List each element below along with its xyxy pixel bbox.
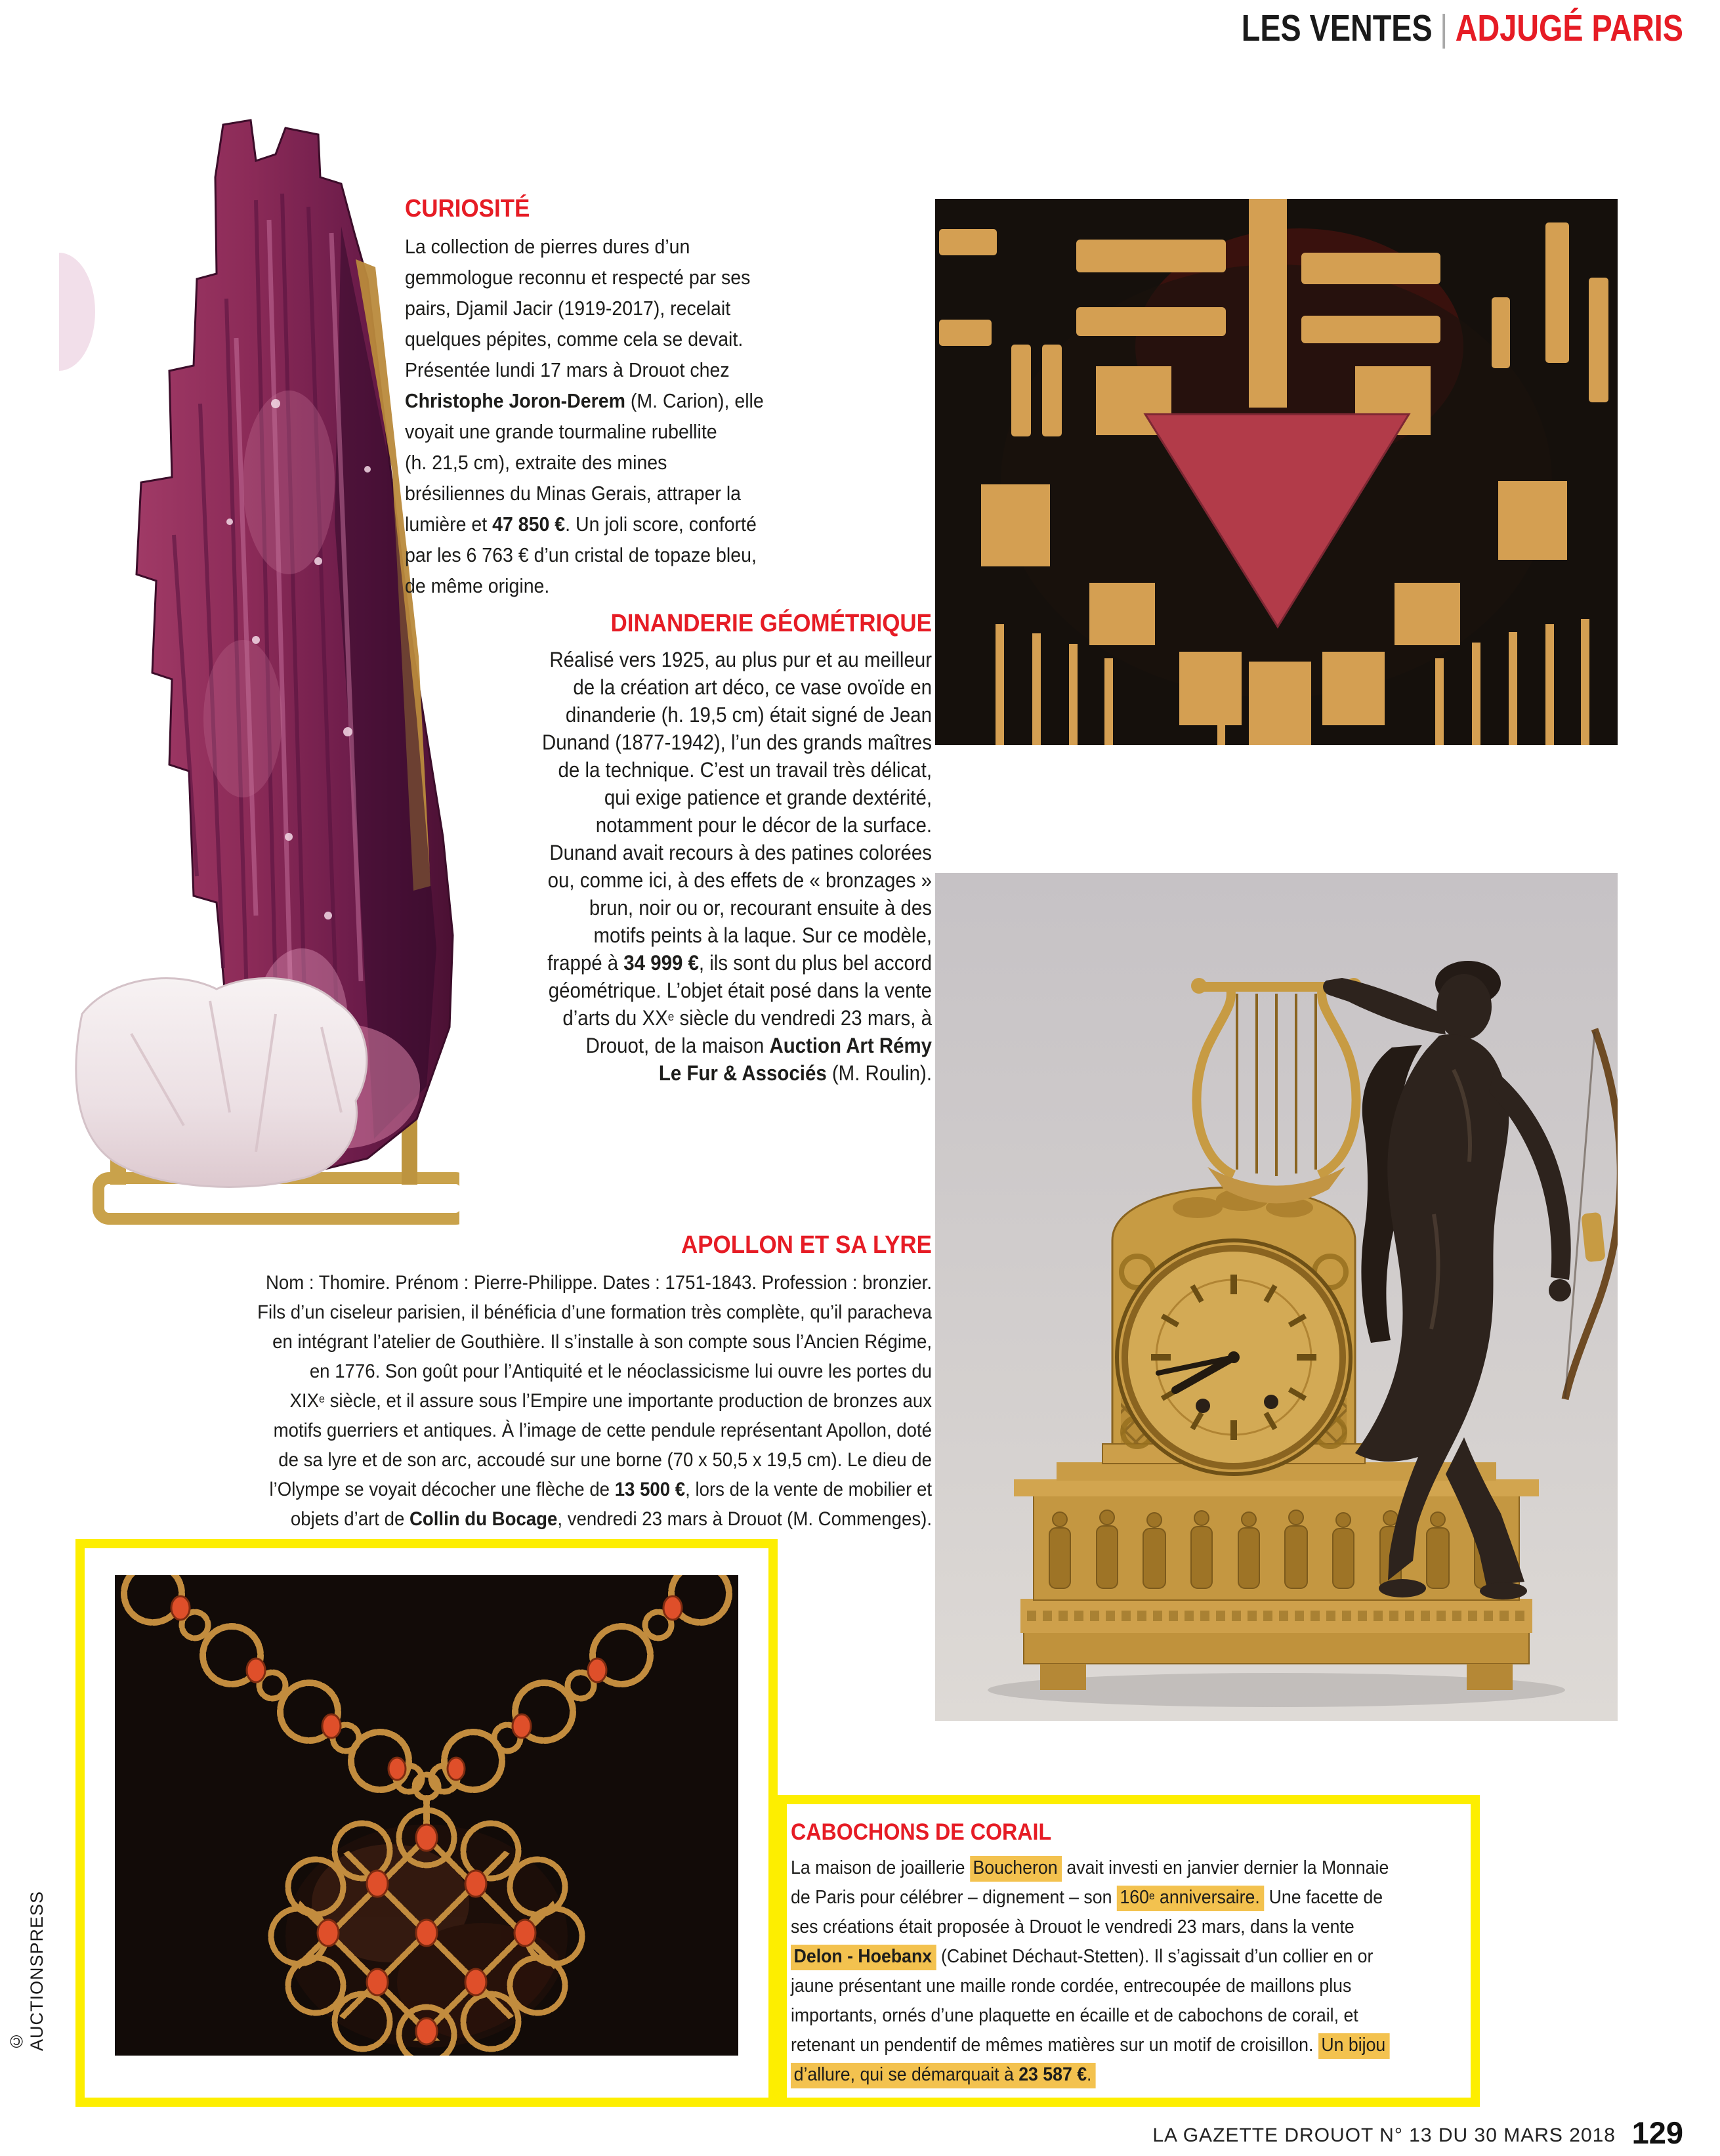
body-line: jaune présentant une maille ronde cordée, entrecoupée de maillons plus [791, 1976, 1352, 1997]
header-edition-label: ADJUGÉ PARIS [1455, 7, 1683, 49]
hammer-price: 34 999 € [623, 951, 699, 975]
body-line [791, 2060, 1413, 2090]
body-line: La maison de joaillerie Boucheron avait investi en janvier dernier la Monnaie [791, 1853, 1413, 1883]
dinanderie-heading: DINANDERIE GÉOMÉTRIQUE [610, 610, 932, 637]
header-section-label: LES VENTES [1241, 7, 1433, 49]
body-line: par les 6 763 € d’un cristal de topaze bleu, [405, 543, 757, 566]
body-line: Delon - Hoebanx (Cabinet Déchaut-Stetten). Il s’agissait d’un collier en or [791, 1942, 1413, 1972]
body-line: frappé à 34 999 €, ils sont du plus bel accord [547, 951, 932, 975]
body-line: de Paris pour célébrer – dignement – son 160e anniversaire. Une facette de [791, 1883, 1413, 1913]
body-line: pairs, Djamil Jacir (1919-2017), recelait [405, 297, 731, 320]
body-line: motifs peints à la laque. Sur ce modèle, [593, 923, 932, 947]
highlighted-text: d’allure, qui se démarquait à 23 587 €. [791, 2063, 1096, 2088]
body-line: ou, comme ici, à des effets de « bronzages » [547, 868, 932, 892]
body-line: qui exige patience et grande dextérité, [604, 786, 932, 809]
body-line: La collection de pierres dures d’un [405, 235, 690, 258]
body-line: Dunand (1877-1942), l’un des grands maîtres [541, 730, 932, 754]
body-line: géométrique. L’objet était posé dans la vente [548, 979, 932, 1002]
auction-house-name: Auction Art Rémy [769, 1034, 932, 1057]
body-line: quelques pépites, comme cela se devait. [405, 328, 744, 350]
body-line: retenant un pendentif de mêmes matières sur un motif de croisillon. Un bijou [791, 2031, 1413, 2060]
body-line: objets d’art de Collin du Bocage, vendredi 23 mars à Drouot (M. Commenges). [290, 1508, 932, 1530]
highlighted-text: Un bijou [1318, 2033, 1390, 2059]
footer-issue-line: LA GAZETTE DROUOT N° 13 DU 30 MARS 2018 [1152, 2124, 1616, 2146]
body-line: (h. 21,5 cm), extraite des mines [405, 451, 667, 474]
apollon-heading: APOLLON ET SA LYRE [681, 1231, 932, 1259]
body-line: brun, noir ou or, recourant ensuite à des [589, 896, 932, 919]
body-line: XIXe siècle, et il assure sous l’Empire une importante production de bronzes aux [289, 1390, 932, 1412]
body-line: Christophe Joron-Derem (M. Carion), elle [405, 389, 764, 412]
body-line: ses créations était proposée à Drouot le vendredi 23 mars, dans la vente [791, 1916, 1354, 1937]
body-line: Drouot, de la maison Auction Art Rémy [585, 1034, 932, 1057]
body-line: de même origine. [405, 574, 550, 597]
body-line: Réalisé vers 1925, au plus pur et au meilleur [549, 648, 932, 671]
highlighted-text: Boucheron [970, 1856, 1062, 1882]
tourmaline-photo [59, 62, 459, 1231]
body-line: en intégrant l’atelier de Gouthière. Il s’installe à son compte sous l’Ancien Régime, [272, 1331, 932, 1353]
dinanderie-vase-photo [935, 199, 1618, 745]
body-line: voyait une grande tourmaline rubellite [405, 420, 717, 443]
necklace-illustration [115, 1575, 738, 2056]
body-line: brésiliennes du Minas Gerais, attraper la [405, 482, 742, 505]
body-line: de la création art déco, ce vase ovoïde en [573, 675, 932, 699]
body-line: Dunand avait recours à des patines colorées [549, 841, 932, 864]
page-header [1242, 7, 1683, 50]
page-number: 129 [1631, 2115, 1683, 2150]
photo-credit: © AUCTIONSPRESS [7, 1890, 47, 2051]
article-cabochons [791, 1819, 1467, 2090]
hammer-price: 47 850 € [492, 513, 566, 536]
auction-house-name: Christophe Joron-Derem [405, 389, 625, 412]
body-line: importants, ornés d’une plaquette en écaille et de cabochons de corail, et [791, 2005, 1358, 2026]
coral-necklace-photo [115, 1575, 738, 2056]
header-divider: | [1440, 7, 1448, 49]
hammer-price: 23 587 € [1018, 2064, 1087, 2085]
body-line: en 1776. Son goût pour l’Antiquité et le néoclassicisme lui ouvre les portes du [309, 1361, 932, 1382]
body-line: dinanderie (h. 19,5 cm) était signé de Jean [565, 703, 932, 727]
body-line: lumière et 47 850 €. Un joli score, conforté [405, 513, 757, 536]
body-line: Présentée lundi 17 mars à Drouot chez [405, 358, 730, 381]
body-line: de la technique. C’est un travail très délicat, [558, 758, 932, 782]
article-dinanderie [453, 609, 932, 1087]
hammer-price: 13 500 € [614, 1479, 686, 1500]
highlighted-text: 160e anniversaire. [1117, 1886, 1264, 1911]
highlighted-auction-house: Delon - Hoebanx [791, 1945, 936, 1970]
clock-illustration [935, 873, 1618, 1721]
body-line: Nom : Thomire. Prénom : Pierre-Philippe. Dates : 1751-1843. Profession : bronzier. [265, 1272, 933, 1294]
article-curiosite [405, 196, 782, 601]
auction-house-name: Le Fur & Associés [658, 1061, 827, 1085]
body-line: Le Fur & Associés (M. Roulin). [658, 1061, 932, 1085]
body-line: l’Olympe se voyait décocher une flèche de 13 500 €, lors de la vente de mobilier et [269, 1479, 932, 1500]
cabochons-heading: CABOCHONS DE CORAIL [791, 1819, 1052, 1845]
body-line: motifs guerriers et antiques. À l’image de cette pendule représentant Apollon, doté [273, 1420, 933, 1441]
body-line: de sa lyre et de son arc, accoudé sur une borne (70 x 50,5 x 19,5 cm). Le dieu de [278, 1449, 933, 1471]
body-line: notamment pour le décor de la surface. [595, 813, 932, 837]
article-apollon [167, 1231, 932, 1534]
vase-illustration [935, 199, 1618, 745]
body-line: d’arts du XXe siècle du vendredi 23 mars, à [562, 1006, 932, 1030]
tourmaline-illustration [59, 62, 459, 1231]
body-line: gemmologue reconnu et respecté par ses [405, 266, 751, 289]
apollon-clock-photo [935, 873, 1618, 1721]
auction-house-name: Collin du Bocage [409, 1508, 558, 1530]
curiosite-heading: CURIOSITÉ [405, 195, 530, 222]
body-line: Fils d’un ciseleur parisien, il bénéficia d’une formation très complète, qu’il paracheva [257, 1301, 933, 1323]
